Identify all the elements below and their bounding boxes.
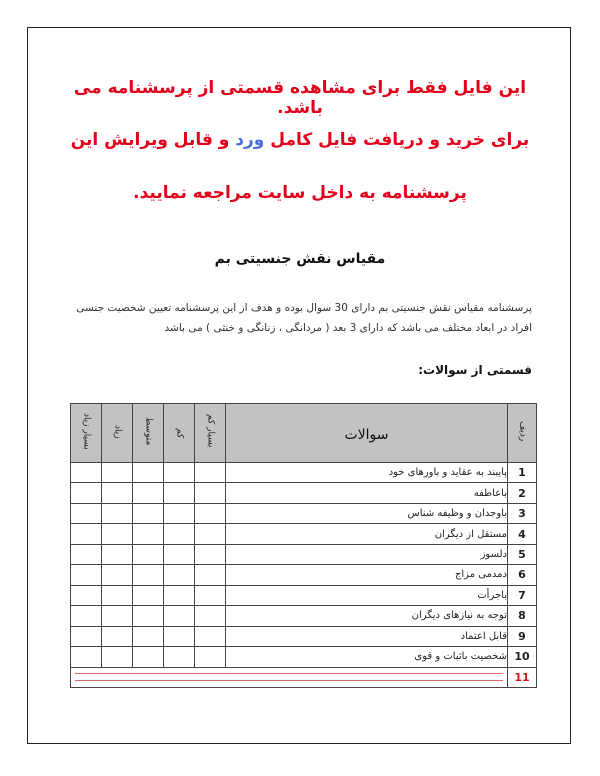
answer-cell[interactable]	[133, 565, 164, 585]
header-high: زیاد	[102, 404, 133, 463]
answer-cell[interactable]	[164, 544, 195, 564]
notice-word-highlight: ورد	[235, 130, 265, 150]
question-text: پایبند به عقاید و باورهای خود	[226, 463, 508, 483]
answer-cell[interactable]	[164, 483, 195, 503]
row-number: 10	[508, 647, 537, 667]
row-number: 1	[508, 463, 537, 483]
answer-cell[interactable]	[133, 585, 164, 605]
question-text: مستقل از دیگران	[226, 524, 508, 544]
answer-cell[interactable]	[133, 626, 164, 646]
truncated-row-strike	[71, 667, 508, 687]
answer-cell[interactable]	[102, 483, 133, 503]
table-row	[71, 606, 537, 626]
row-number: 11	[508, 667, 537, 687]
answer-cell[interactable]	[71, 626, 102, 646]
table-row	[71, 483, 537, 503]
answer-cell[interactable]	[195, 463, 226, 483]
answer-cell[interactable]	[133, 606, 164, 626]
table-row	[71, 463, 537, 483]
answer-cell[interactable]	[195, 544, 226, 564]
notice-line-2	[60, 130, 540, 150]
table-row-truncated	[71, 667, 537, 687]
question-text: باعاطفه	[226, 483, 508, 503]
answer-cell[interactable]	[71, 565, 102, 585]
answer-cell[interactable]	[71, 483, 102, 503]
answer-cell[interactable]	[71, 647, 102, 667]
answer-cell[interactable]	[133, 647, 164, 667]
notice-editable-phrase: قابل ویرایش	[104, 130, 213, 150]
section-heading: قسمتی از سوالات:	[418, 363, 532, 377]
answer-cell[interactable]	[164, 565, 195, 585]
answer-cell[interactable]	[71, 463, 102, 483]
red-strike-lines	[75, 673, 503, 681]
answer-cell[interactable]	[71, 585, 102, 605]
notice-line-2-part-a: برای خرید و دریافت فایل کامل	[264, 130, 530, 150]
notice-line-1: این فایل فقط برای مشاهده قسمتی از پرسشنامه می باشد.	[73, 78, 527, 118]
question-text: باوجدان و وظیفه شناس	[226, 503, 508, 523]
answer-cell[interactable]	[102, 606, 133, 626]
answer-cell[interactable]	[195, 503, 226, 523]
table-row	[71, 524, 537, 544]
answer-cell[interactable]	[195, 483, 226, 503]
answer-cell[interactable]	[164, 524, 195, 544]
header-low: کم	[164, 404, 195, 463]
header-row-number: ردیف	[508, 404, 537, 463]
answer-cell[interactable]	[195, 524, 226, 544]
notice-line-3: پرسشنامه به داخل سایت مراجعه نمایید.	[133, 183, 467, 203]
answer-cell[interactable]	[102, 565, 133, 585]
answer-cell[interactable]	[164, 647, 195, 667]
table-row	[71, 503, 537, 523]
answer-cell[interactable]	[71, 503, 102, 523]
header-very-high: بسیار زیاد	[71, 404, 102, 463]
row-number: 8	[508, 606, 537, 626]
table-row	[71, 647, 537, 667]
question-text: قابل اعتماد	[226, 626, 508, 646]
answer-cell[interactable]	[195, 585, 226, 605]
answer-cell[interactable]	[102, 585, 133, 605]
header-very-low: بسیار کم	[195, 404, 226, 463]
answer-cell[interactable]	[164, 606, 195, 626]
answer-cell[interactable]	[133, 524, 164, 544]
answer-cell[interactable]	[195, 565, 226, 585]
answer-cell[interactable]	[71, 524, 102, 544]
notice-line-2-part-c: این	[70, 130, 105, 150]
header-questions: سوالات	[226, 404, 508, 463]
answer-cell[interactable]	[164, 503, 195, 523]
questions-table	[70, 403, 537, 688]
answer-cell[interactable]	[102, 524, 133, 544]
intro-paragraph: پرسشنامه مقیاس نقش جنسیتی بم دارای 30 سوال بوده و هدف از این پرسشنامه تعیین شخصیت جنسی افراد در ابعاد مختلف می باشد که دارای 3 بعد ( مردانگی ، زنانگی و خنثی ) می باشد	[76, 302, 532, 334]
row-number: 6	[508, 565, 537, 585]
question-text: باجرأت	[226, 585, 508, 605]
answer-cell[interactable]	[102, 503, 133, 523]
table-header-row	[71, 404, 537, 463]
question-text: دلسوز	[226, 544, 508, 564]
row-number: 3	[508, 503, 537, 523]
answer-cell[interactable]	[164, 463, 195, 483]
answer-cell[interactable]	[195, 606, 226, 626]
question-text: شخصیت باثبات و قوی	[226, 647, 508, 667]
answer-cell[interactable]	[71, 544, 102, 564]
row-number: 2	[508, 483, 537, 503]
answer-cell[interactable]	[102, 626, 133, 646]
header-medium: متوسط	[133, 404, 164, 463]
row-number: 7	[508, 585, 537, 605]
table-row	[71, 544, 537, 564]
answer-cell[interactable]	[164, 585, 195, 605]
answer-cell[interactable]	[133, 463, 164, 483]
answer-cell[interactable]	[195, 647, 226, 667]
answer-cell[interactable]	[133, 544, 164, 564]
table-row	[71, 626, 537, 646]
table-row	[71, 565, 537, 585]
table-row	[71, 585, 537, 605]
answer-cell[interactable]	[71, 606, 102, 626]
answer-cell[interactable]	[164, 626, 195, 646]
question-text: دمدمی مزاج	[226, 565, 508, 585]
row-number: 9	[508, 626, 537, 646]
answer-cell[interactable]	[133, 483, 164, 503]
answer-cell[interactable]	[102, 647, 133, 667]
row-number: 5	[508, 544, 537, 564]
answer-cell[interactable]	[102, 544, 133, 564]
answer-cell[interactable]	[102, 463, 133, 483]
question-text: توجه به نیازهای دیگران	[226, 606, 508, 626]
row-number: 4	[508, 524, 537, 544]
notice-line-2-part-b: و	[212, 130, 236, 150]
document-title: مقیاس نقش جنسیتی بم	[214, 251, 386, 267]
answer-cell[interactable]	[195, 626, 226, 646]
answer-cell[interactable]	[133, 503, 164, 523]
